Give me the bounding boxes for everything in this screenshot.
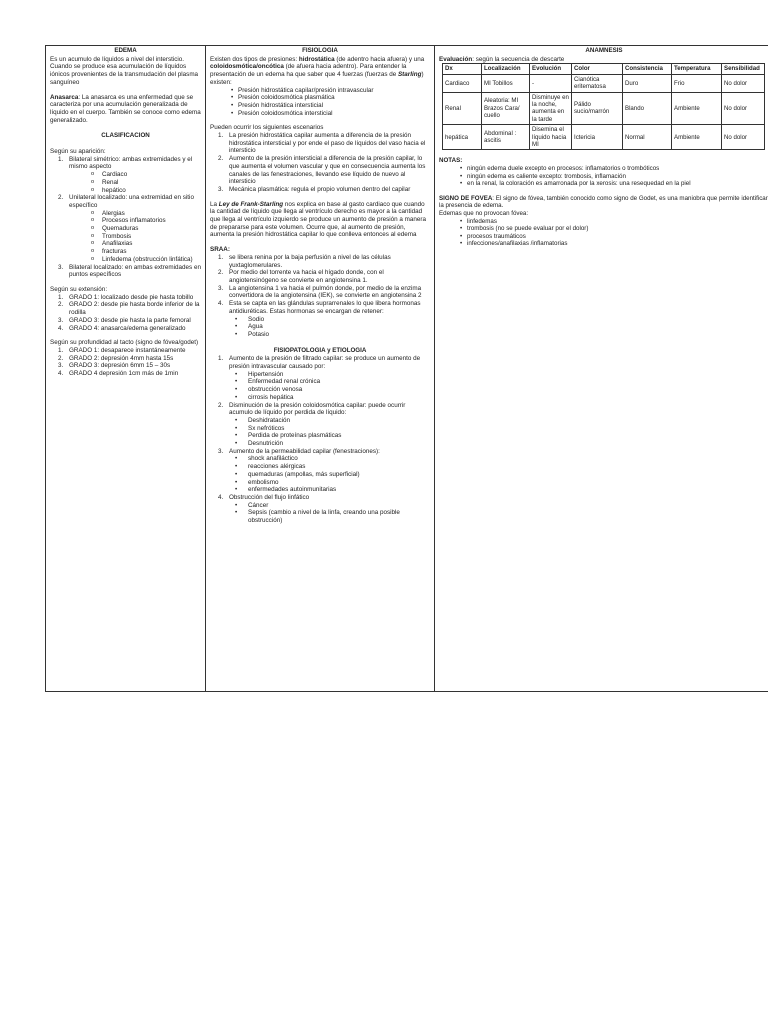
table-cell: Blando (623, 92, 672, 125)
table-cell: MI Tobillos (482, 74, 530, 92)
table-cell: Frio (672, 74, 722, 92)
clasificacion-title: CLASIFICACION (101, 132, 150, 140)
list-item: • procesos traumáticos (439, 233, 768, 241)
frank-starling-paragraph: La Ley de Frank-Starling nos explica en base al gasto cardiaco que cuando la cantidad de líquido que llega al ventrículo derecho es mayor a la cantidad que llega al ventrículo izquierdo se produce un aumento de presión a manera de prepararse para este volumen. Ocurre que, al aumento de presión, aumenta la presión hidrostática capilar lo que conlleva entonces al edema (210, 200, 426, 239)
table-cell: Pálido sucio/marrón (572, 92, 623, 125)
list-item: 3. La angiotensina 1 va hacia el pulmón donde, por medio de la enzima convertidora de la angiotensina (IEK), se convierte en angiotensina 2 (218, 284, 422, 300)
list-item: • Sx nefróticos (225, 425, 430, 433)
list-item: 3. Bilateral localizado: en ambas extremidades en puntos específicos (58, 263, 201, 279)
sraa-list (210, 254, 430, 339)
list-item: 2. Unilateral localizado: una extremidad en sitio específico o Alergias o Procesos inflamatorios o Quemaduras o Trombosis o Anafilaxias o fracturas o Linfedema (obstrucción linfática) (50, 194, 201, 263)
list-item: o Quemaduras (69, 225, 201, 233)
list-item: • Desnutrición (225, 440, 430, 448)
list-item: 1. GRADO 1: desaparece instantáneamente (58, 346, 186, 354)
list-item: • Agua (225, 323, 430, 331)
escenarios-title: Pueden ocurrir los siguientes escenarios (210, 124, 324, 132)
table-cell: No dolor (722, 92, 765, 125)
list-item: • Perdida de proteínas plasmáticas (225, 432, 430, 440)
table-cell: Renal (443, 92, 482, 125)
fisiopatologia-title: FISIOPATOLOGIA y ETIOLOGIA (273, 346, 367, 354)
list-item: 1. Bilateral simétrico: ambas extremidades y el mismo aspecto o Cardiaco o Renal o hepático (50, 156, 201, 195)
table-cell: Cardiaco (443, 74, 482, 92)
list-item: 4. Obstrucción del flujo linfático • Cáncer • Sepsis (cambio a nivel de la linfa, creando una posible obstrucción) (210, 494, 430, 525)
fisiopatologia-list (210, 355, 430, 524)
extension-list (50, 294, 201, 333)
list-item: • Presión hidrostática intersticial (210, 102, 430, 110)
list-item: 2. GRADO 2: depresión 4mm hasta 15s (58, 354, 174, 362)
table-header-row (443, 64, 765, 74)
aparicion-list (50, 156, 201, 279)
list-item: • infecciones/anafilaxias /inflamatorias (439, 240, 768, 248)
list-item: 1. se libera renina por la baja perfusión a nivel de las células yuxtaglomerulares. (218, 253, 391, 269)
no-fovea-list (439, 218, 768, 248)
column-fisiologia (206, 46, 435, 691)
list-item: • enfermedades autoinmunitarias (225, 486, 430, 494)
table-row (443, 74, 765, 92)
extension-title: Según su extensión: (50, 285, 108, 293)
list-item: • Hipertensión (225, 371, 430, 379)
header-sensibilidad: Sensibilidad (722, 64, 765, 74)
list-item: 2. Por medio del torrente va hacia el hígado donde, con el angiotensinógeno se convierte en angiotensina 1. (218, 269, 384, 284)
table-cell: No dolor (722, 74, 765, 92)
notas-title: NOTAS: (439, 157, 463, 165)
list-item: o fracturas (69, 248, 201, 256)
anasarca-paragraph (50, 94, 201, 125)
fovea-paragraph: SIGNO DE FOVEA: El signo de fóvea, también conocido como signo de Godet, es una maniobra que permite identificar la presencia de edema. (439, 194, 768, 210)
list-item: 4. GRADO 4 depresión 1cm más de 1min (58, 370, 179, 378)
list-item: 3. Aumento de la permeabilidad capilar (fenestraciones): • shock anafiláctico • reacciones alérgicas • quemaduras (ampollas, más superficial) • embolismo • enfermedades autoinmunitarias (210, 448, 430, 494)
header-color: Color (572, 64, 623, 74)
table-cell: - (530, 74, 572, 92)
column-anamnesis (435, 46, 768, 691)
profundidad-list (50, 347, 201, 378)
list-item: o Renal (69, 179, 201, 187)
table-cell: Ictericia (572, 125, 623, 150)
fisiologia-title: FISIOLOGIA (302, 47, 338, 54)
table-cell: hepática (443, 125, 482, 150)
header-consistencia: Consistencia (623, 64, 672, 74)
anamnesis-table (442, 63, 765, 150)
table-cell: Duro (623, 74, 672, 92)
list-item: • Sodio (225, 316, 430, 324)
escenarios-list (210, 132, 430, 194)
fuerzas-list (210, 87, 430, 118)
list-item: • ningún edema es caliente excepto: trombosis, inflamación (439, 173, 768, 181)
table-cell: No dolor (722, 125, 765, 150)
list-item: o Anafilaxias (69, 240, 201, 248)
list-item: o Cardiaco (69, 171, 201, 179)
list-item: • en la renal, la coloración es amarronada por la xerosis: una resequedad en la piel (439, 180, 768, 188)
list-item: • obstrucción venosa (225, 386, 430, 394)
list-item: • cirrosis hepática (225, 394, 430, 402)
notas-list (439, 165, 768, 188)
list-item: o Alergias (69, 210, 201, 218)
anasarca-text: : La anasarca es una enfermedad que se caracteriza por una acumulación generalizada de líquido en el cuerpo. También se conoce como edema generalizado. (50, 93, 201, 124)
list-item: o Procesos inflamatorios (69, 217, 201, 225)
header-localizacion: Localización (482, 64, 530, 74)
profundidad-title: Según su profundidad al tacto (signo de fóvea/godet) (50, 339, 199, 347)
list-item: 4. Esta se capta en las glándulas suprarrenales lo que libera hormonas antidiuréticas. Estas hormonas se encargan de retener: • Sodio • Agua • Potasio (210, 300, 430, 339)
list-item: 4. GRADO 4: anasarca/edema generalizado (58, 324, 186, 332)
list-item: 1. La presión hidrostática capilar aumenta a diferencia de la presión hidrostática intersticial y por ende el paso de líquidos del vaso hacia el intersticio (218, 132, 426, 155)
list-item: • quemaduras (ampollas, más superficial) (225, 471, 430, 479)
list-item: • Presión coloidosmótica intersticial (210, 110, 430, 118)
list-item: • Cáncer (225, 502, 430, 510)
list-item: • Presión hidrostática capilar/presión intravascular (210, 87, 430, 95)
list-item: 3. GRADO 3: depresión 6mm 15 – 30s (58, 362, 171, 370)
edema-title: EDEMA (114, 47, 137, 54)
list-item: • Presión coloidosmótica plasmática (210, 94, 430, 102)
table-cell: Ambiente (672, 125, 722, 150)
no-fovea-title: Edemas que no provocan fóvea: (439, 210, 529, 218)
list-item: • embolismo (225, 479, 430, 487)
list-item: • Deshidratación (225, 417, 430, 425)
list-item: • shock anafiláctico (225, 455, 430, 463)
list-item: • Sepsis (cambio a nivel de la linfa, creando una posible obstrucción) (225, 509, 430, 524)
list-item: 2. Disminución de la presión coloidosmótica capilar: puede ocurrir acumulo de líquido por perdida de líquido: • Deshidratación • Sx nefróticos • Perdida de proteínas plasmáticas • Desnutrición (210, 402, 430, 448)
anasarca-term: Anasarca (50, 93, 79, 101)
list-item: 1. GRADO 1: localizado desde pie hasta tobillo (58, 293, 194, 301)
list-item: • trombosis (no se puede evaluar por el dolor) (439, 225, 768, 233)
list-item: • Potasio (225, 331, 430, 339)
aparicion-title: Según su aparición: (50, 148, 106, 156)
table-frame (45, 45, 768, 692)
table-cell: Aleatoria: MI Brazos Cara/ cuello (482, 92, 530, 125)
column-edema (46, 46, 206, 691)
list-item: • reacciones alérgicas (225, 463, 430, 471)
list-item: 2. GRADO 2: desde pie hasta borde inferior de la rodilla (58, 301, 200, 317)
list-item: o Linfedema (obstrucción linfática) (69, 256, 201, 264)
list-item: • linfedemas (439, 218, 768, 226)
table-cell: Ambiente (672, 92, 722, 125)
header-temperatura: Temperatura (672, 64, 722, 74)
notas-section (439, 157, 768, 248)
table-cell: Cianótica eritematosa (572, 74, 623, 92)
list-item: o hepático (69, 187, 201, 195)
table-cell: Normal (623, 125, 672, 150)
anamnesis-title: ANAMNESIS (585, 47, 623, 54)
list-item: 3. Mecánica plasmática: regula el propio volumen dentro del capilar (218, 185, 411, 193)
table-cell: Disemina el líquido hacia MI (530, 125, 572, 150)
list-item: 1. Aumento de la presión de filtrado capilar: se produce un aumento de presión intravascular causado por: • Hipertensión • Enfermedad renal crónica • obstrucción venosa • cirrosis hepática (210, 355, 430, 401)
sraa-title: SRAA: (210, 246, 230, 254)
table-cell: Abdominal : ascitis (482, 125, 530, 150)
table-cell: Disminuye en la noche, aumenta en la tarde (530, 92, 572, 125)
table-row (443, 92, 765, 125)
edema-intro: Es un acumulo de líquidos a nivel del intersticio. Cuando se produce esa acumulación de líquidos iónicos provenientes de la transmudación del plasma sanguíneo (50, 55, 199, 86)
list-item: • Enfermedad renal crónica (225, 378, 430, 386)
list-item: 2. Aumento de la presión intersticial a diferencia de la presión capilar, lo que aumenta el volumen vascular y que en consecuencia aumenta los canales de las fenestraciones, llevando ese líquido de nuevo al intersticio (218, 155, 426, 186)
list-item: 3. GRADO 3: desde pie hasta la parte femoral (58, 316, 191, 324)
list-item: • ningún edema duele excepto en procesos: inflamatorios o trombóticos (439, 165, 768, 173)
header-dx: Dx (443, 64, 482, 74)
presiones-paragraph: Existen dos tipos de presiones: hidrostática (de adentro hacia afuera) y una coloidosmótica/oncótica (de afuera hacia adentro). Para entender la presentación de un edema ha que saber que 4 fuerzas (fuerzas de Starling) existen: (210, 55, 425, 86)
table-row (443, 125, 765, 150)
header-evolucion: Evolución (530, 64, 572, 74)
list-item: o Trombosis (69, 233, 201, 241)
evaluacion-line: Evaluación: según la secuencia de descarte (439, 55, 565, 63)
